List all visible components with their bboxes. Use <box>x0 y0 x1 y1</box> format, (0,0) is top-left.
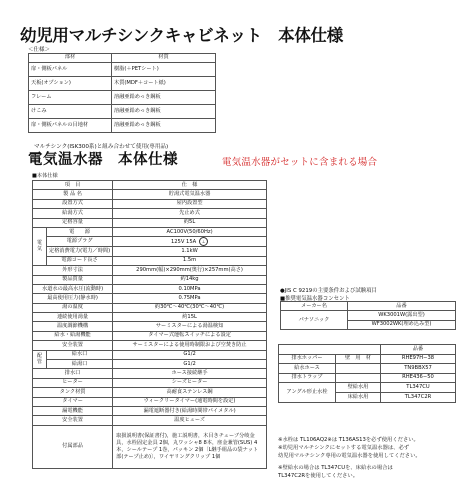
row-label: 外形寸法 <box>33 266 113 275</box>
material: 溶融亜鉛めっき鋼板 <box>112 91 216 105</box>
row-label: 電 源 <box>47 227 113 236</box>
row-value: 約15L <box>113 313 267 322</box>
row-value: G1/2 <box>113 350 267 359</box>
maker-name: パナソニック <box>281 311 348 330</box>
cabinet-note: マルチシンク(ISK300系)と組み合わせて使用(専用品) <box>34 144 169 150</box>
col-header <box>279 345 381 355</box>
material: 樹脂(＋PETシート) <box>112 63 216 77</box>
part-code: TL347CU <box>381 383 456 393</box>
row-label: タイマー <box>33 397 113 406</box>
col-header: メーカー名 <box>281 302 348 311</box>
footnote-line: TL347C2Rを使用してください。 <box>278 472 359 479</box>
parts-table <box>278 344 456 403</box>
col-header: 項 目 <box>33 181 113 190</box>
row-label: タンク材質 <box>33 388 113 397</box>
part-type: 壁 用 材 <box>336 354 381 364</box>
row-value: シーズヒーター <box>113 378 267 387</box>
row-label: 定格容量 <box>33 218 113 227</box>
page-title: 幼児用マルチシンクキャビネット 本体仕様 <box>20 26 343 45</box>
row-value: ホース接続継手 <box>113 369 267 378</box>
row-value: G1/2 <box>113 360 267 369</box>
row-value: 125V 15A <box>170 239 197 246</box>
row-label: 電源プラグ <box>47 237 113 247</box>
row-label: 給湯方式 <box>33 209 113 218</box>
part-code: RHE436−50 <box>381 373 456 383</box>
part-code: TN9BBX57 <box>381 364 456 374</box>
part-name: けこみ <box>29 105 112 119</box>
col-header: 仕 様 <box>113 181 267 190</box>
part-name: 扉・側板パネル <box>29 63 112 77</box>
part-name: 排水トラップ <box>279 373 336 383</box>
row-value: 約30℃〜40℃(30℃〜40℃) <box>113 303 267 312</box>
cabinet-spec-table <box>28 53 216 133</box>
part-name: 給水ホース <box>279 364 336 374</box>
row-label: 湯の温度 <box>33 303 113 312</box>
row-label: 製品質量 <box>33 275 113 284</box>
accessories-list: 取扱説明書(保証書付)，施工説明書，木目きチューブ分岐金具，水栓固定金具 2個，丸ワッシャ8 8本，座金兼管(SUS) 4本，シールテープ 1巻，パッキン 2個〔L継手組品の袋ナット部(テープ止め)〕，ワイヤリングクリップ 1個 <box>113 425 267 468</box>
water-heater-spec-table <box>32 180 267 469</box>
row-value: サーミスターによる使用時制限および空焚き防止 <box>113 341 267 350</box>
outlet-heading: ■推奨電気温水器コンセント <box>280 296 350 302</box>
row-value: サーミスターによる湯温検知 <box>113 322 267 331</box>
footnote-line: ※水栓は TL106AQ2※は T136AS13を必ず使用ください。 <box>278 437 419 443</box>
jis-note: ●JIS C 9219の主要条件および試験項目 <box>280 288 377 294</box>
part-name: フレーム <box>29 91 112 105</box>
footnotes <box>278 436 421 480</box>
row-value: 290mm(幅)×290mm(奥行)×257mm(高さ) <box>113 266 267 275</box>
part-type: 床給水用 <box>336 392 381 402</box>
col-header: 品番 <box>348 302 456 311</box>
row-label: 付属部品 <box>33 425 113 468</box>
row-label: 給水・給湯機能 <box>33 331 113 340</box>
row-value: 温度ヒューズ <box>113 416 267 425</box>
footnote-line: ※壁給水の場合は TL347CUを、床給水の場合は <box>278 464 393 471</box>
part-type: 壁給水用 <box>336 383 381 393</box>
row-label: 製 品 名 <box>33 190 113 199</box>
part-type <box>336 364 381 374</box>
row-label: 連続使用湯量 <box>33 313 113 322</box>
row-label: 排水口 <box>33 369 113 378</box>
product-code: WF3002WK(埋め込み型) <box>348 320 456 329</box>
footnote-line: ※幼児用マルチシンクにセットする電気温水器は、必ず <box>278 445 410 452</box>
row-label: 給水口 <box>47 350 113 359</box>
part-name: アングル形止水栓 <box>279 383 336 402</box>
row-label: ヒーター <box>33 378 113 387</box>
row-value: 0.75MPa <box>113 294 267 303</box>
footnote-line: 幼児用マルチシンク専用の電気温水器を使用してください。 <box>278 453 421 460</box>
row-value: 漏電遮断器付き(給湯時間帯パイメタル) <box>113 406 267 415</box>
col-header: 部材 <box>29 54 112 63</box>
row-value: 貯湯式電気温水器 <box>113 190 267 199</box>
group-label: 配管 <box>33 350 47 369</box>
material: 溶融亜鉛めっき鋼板 <box>112 105 216 119</box>
row-label: 給湯口 <box>47 360 113 369</box>
part-type <box>336 373 381 383</box>
section-note-red: 電気温水器がセットに含まれる場合 <box>222 157 378 168</box>
material: 溶融亜鉛めっき鋼板 <box>112 119 216 133</box>
part-name: 扉・側板パネルの目地材 <box>29 119 112 133</box>
row-value: ウィークリータイマー(通電時間を設定) <box>113 397 267 406</box>
ground-plug-icon: ⊥ <box>199 237 208 246</box>
row-label: 漏電機能 <box>33 406 113 415</box>
row-label: 最高使用圧力(静水時) <box>33 294 113 303</box>
spec-note: ＜仕様＞ <box>28 47 51 53</box>
row-value: 高耐食ステンレス鋼 <box>113 388 267 397</box>
col-header: 材質 <box>112 54 216 63</box>
row-value: 1.1kW <box>113 247 267 256</box>
group-label: 電気 <box>33 227 47 265</box>
material: 木質(MDF＋コート紙) <box>112 77 216 91</box>
col-header: 品番 <box>381 345 456 355</box>
row-label: 温度調節機構 <box>33 322 113 331</box>
outlet-table <box>280 301 456 330</box>
row-label: 定格消費電力(電力／時間) <box>47 247 113 256</box>
row-label: 設置方式 <box>33 199 113 208</box>
row-value: 約5L <box>113 218 267 227</box>
row-value: 約14kg <box>113 275 267 284</box>
product-code: WK3001W(露出型) <box>348 311 456 320</box>
row-label: 安全装置 <box>33 416 113 425</box>
row-value: 先止め式 <box>113 209 267 218</box>
row-value: 屋内設置型 <box>113 199 267 208</box>
part-code: TL347C2R <box>381 392 456 402</box>
row-value: タイマー式運転スイッチによる設定 <box>113 331 267 340</box>
row-label: 安全装置 <box>33 341 113 350</box>
part-code: RHE97H−38 <box>381 354 456 364</box>
subsection-label: ■本体仕様 <box>32 173 58 179</box>
part-name: 排水ホッパー <box>279 354 336 364</box>
part-name: 天板(オプション) <box>29 77 112 91</box>
row-value: AC100V(50/60Hz) <box>113 227 267 236</box>
row-value: 0.10MPa <box>113 284 267 293</box>
section-title: 電気温水器 本体仕様 <box>28 152 178 168</box>
row-label: 電源コード長さ <box>47 256 113 265</box>
row-value: 1.5m <box>113 256 267 265</box>
row-label: 水道水の最高水圧(流動時) <box>33 284 113 293</box>
